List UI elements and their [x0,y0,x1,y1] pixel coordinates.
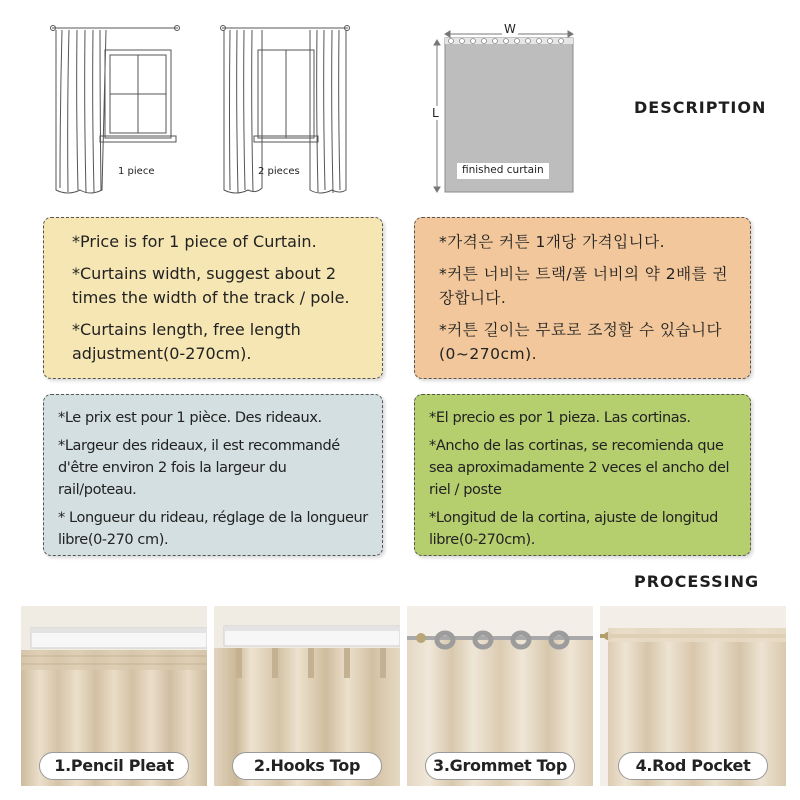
rod-pocket-photo [600,606,786,786]
spanish-info-box [414,394,751,556]
processing-heading: PROCESSING [634,572,760,591]
spanish-price-note: *El precio es por 1 pieza. Las cortinas. [429,410,691,426]
pencil-pleat-photo [21,606,207,786]
description-heading: DESCRIPTION [634,98,767,117]
english-info-box [43,217,383,379]
grommet-top-label: 3.Grommet Top [425,752,575,780]
korean-info-box [414,217,751,379]
hooks-top-label: 2.Hooks Top [232,752,382,780]
korean-length-note: *커튼 길이는 무료로 조정할 수 있습니다(0~270cm). [439,321,722,363]
length-label: L [432,106,439,120]
korean-width-note: *커튼 너비는 트랙/폴 너비의 약 2배를 권장합니다. [439,265,728,307]
hooks-top-photo [214,606,400,786]
french-price-note: *Le prix est pour 1 pièce. Des rideaux. [58,410,322,426]
french-length-note: * Longueur du rideau, réglage de la longueur libre(0-270 cm). [58,510,368,548]
french-width-note: *Largeur des rideaux, il est recommandé d'être environ 2 fois la largeur du rail/poteau. [58,438,340,498]
french-info-box [43,394,383,556]
one-piece-curtain-drawing [50,18,180,200]
english-price-note: *Price is for 1 piece of Curtain. [72,232,317,251]
rod-pocket-label: 4.Rod Pocket [618,752,768,780]
spanish-length-note: *Longitud de la cortina, ajuste de longitud libre(0-270cm). [429,510,718,548]
two-pieces-label: 2 pieces [258,166,300,177]
spanish-width-note: *Ancho de las cortinas, se recomienda que sea aproximadamente 2 veces el ancho del riel / poste [429,438,730,498]
english-width-note: *Curtains width, suggest about 2 times the width of the track / pole. [72,264,350,307]
grommet-top-photo [407,606,593,786]
korean-price-note: *가격은 커튼 1개당 가격입니다. [439,233,665,251]
finished-curtain-label: finished curtain [462,164,544,176]
pencil-pleat-label: 1.Pencil Pleat [39,752,189,780]
english-length-note: *Curtains length, free length adjustment(0-270cm). [72,320,301,363]
width-label: W [504,22,516,36]
one-piece-label: 1 piece [118,166,155,177]
